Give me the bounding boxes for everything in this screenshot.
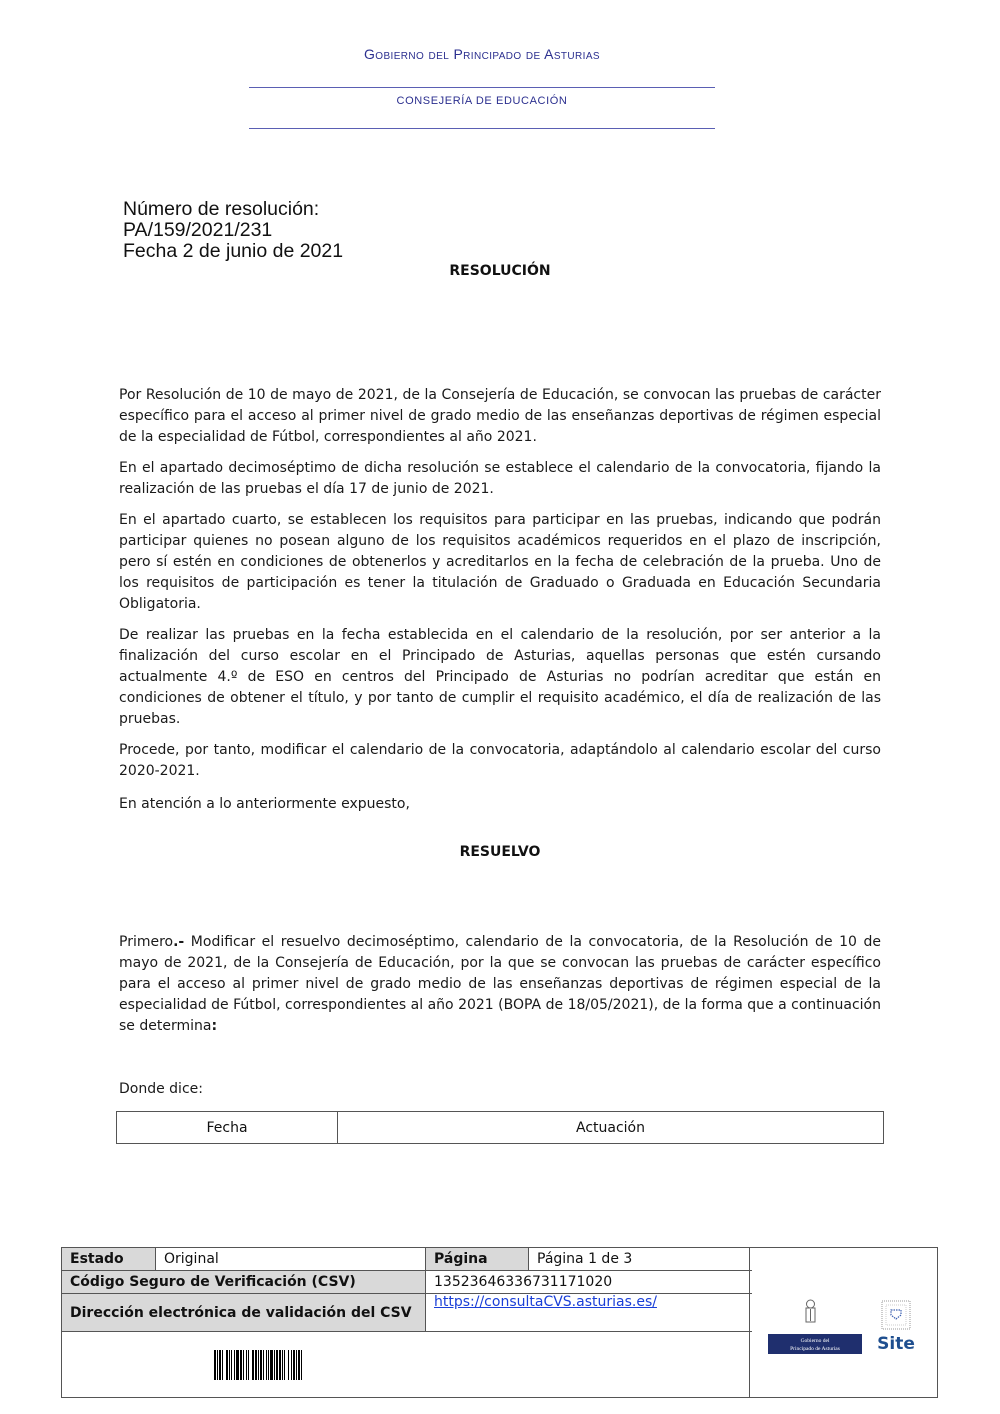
department-header: CONSEJERÍA DE EDUCACIÓN xyxy=(396,95,568,107)
site-logo-icon xyxy=(882,1301,910,1329)
header-rule-bottom xyxy=(249,128,715,129)
preamble xyxy=(119,385,881,825)
donde-dice-label: Donde dice: xyxy=(119,1081,203,1097)
estado-label: Estado xyxy=(62,1248,156,1270)
site-logo-text: Site xyxy=(877,1334,915,1354)
verification-footer xyxy=(61,1247,938,1398)
paragraph: De realizar las pruebas en la fecha establecida en el calendario de la resolución, por ser anterior a la finalización del curso escolar en el Principado de Asturias, aquellas personas que estén cursando actualmente 4.º de ESO en centros del Principado de Asturias no podrían acreditar que están en condiciones de obtener el título, y por tanto de cumplir el requisito académico, el día de realización de las pruebas. xyxy=(119,627,881,727)
table-header-fecha: Fecha xyxy=(117,1112,338,1143)
document-title: RESOLUCIÓN xyxy=(449,263,551,279)
resolution-date: Fecha 2 de junio de 2021 xyxy=(123,240,344,262)
asturias-crest-icon xyxy=(806,1300,815,1322)
csv-value: 13523646336731171020 xyxy=(434,1274,613,1290)
paragraph: En el apartado decimoséptimo de dicha resolución se establece el calendario de la convocatoria, fijando la realización de las pruebas el día 17 de junio de 2021. xyxy=(119,460,881,497)
government-header: Gobierno del Principado de Asturias xyxy=(364,46,600,62)
pagina-label: Página xyxy=(426,1248,529,1270)
calendar-table xyxy=(116,1111,884,1144)
url-label: Dirección electrónica de validación del CSV xyxy=(62,1294,426,1331)
paragraph: Procede, por tanto, modificar el calendario de la convocatoria, adaptándolo al calendario escolar del curso 2020-2021. xyxy=(119,742,881,779)
header-rule-top xyxy=(249,87,715,88)
barcode-bar xyxy=(302,1350,304,1380)
resolution-meta xyxy=(123,199,343,262)
primero-end: : xyxy=(211,1018,218,1034)
table-header-actuacion: Actuación xyxy=(576,1119,645,1136)
barcode xyxy=(214,1350,350,1380)
gov-logo-line2: Principado de Asturias xyxy=(790,1346,840,1352)
logos-svg xyxy=(750,1248,937,1397)
primero-paragraph xyxy=(119,932,881,1037)
logos-area xyxy=(749,1248,937,1397)
footer-row-csv xyxy=(62,1271,752,1294)
url-cell xyxy=(426,1294,752,1331)
resolution-number-label: Número de resolución: xyxy=(123,198,320,220)
primero-separator: .- xyxy=(173,934,185,950)
verification-grid xyxy=(62,1248,752,1332)
estado-value: Original xyxy=(156,1248,426,1270)
primero-label: Primero xyxy=(119,934,174,950)
csv-label: Código Seguro de Verificación (CSV) xyxy=(62,1271,426,1293)
validation-link[interactable]: https://consultaCVS.asturias.es/ xyxy=(434,1294,657,1310)
paragraph: En el apartado cuarto, se establecen los requisitos para participar en las pruebas, indicando que podrán participar quienes no posean alguno de los requisitos académicos requeridos en el plazo de inscripción, pero sí estén en condiciones de obtenerlos y acreditarlos en la fecha de celebración de la prueba. Uno de los requisitos de participación es tener la titulación de Graduado o Graduada en Educación Secundaria Obligatoria. xyxy=(119,512,881,612)
paragraph: Por Resolución de 10 de mayo de 2021, de la Consejería de Educación, se convocan las pruebas de carácter específico para el acceso al primer nivel de grado medio de las enseñanzas deportivas de régimen especial de la especialidad de Fútbol, correspondientes al año 2021. xyxy=(119,387,881,445)
footer-row-url xyxy=(62,1294,752,1332)
resolution-number: PA/159/2021/231 xyxy=(123,219,273,241)
pagina-value: Página 1 de 3 xyxy=(537,1251,633,1267)
footer-row-estado xyxy=(62,1248,752,1271)
primero-text: Modificar el resuelvo decimoséptimo, calendario de la convocatoria, de la Resolución de 10 de mayo de 2021, de la Consejería de Educación, por la que se convocan las pruebas de carácter específico para el acceso al primer nivel de grado medio de las enseñanzas deportivas de régimen especial de la especialidad de Fútbol, correspondientes al año 2021 (BOPA de 18/05/2021), de la forma que a continuación se determina xyxy=(119,934,881,1034)
primero-section xyxy=(119,932,881,1047)
resuelvo-heading: RESUELVO xyxy=(459,844,541,860)
paragraph: En atención a lo anteriormente expuesto, xyxy=(119,796,410,812)
gov-logo-line1: Gobierno del xyxy=(800,1338,830,1344)
